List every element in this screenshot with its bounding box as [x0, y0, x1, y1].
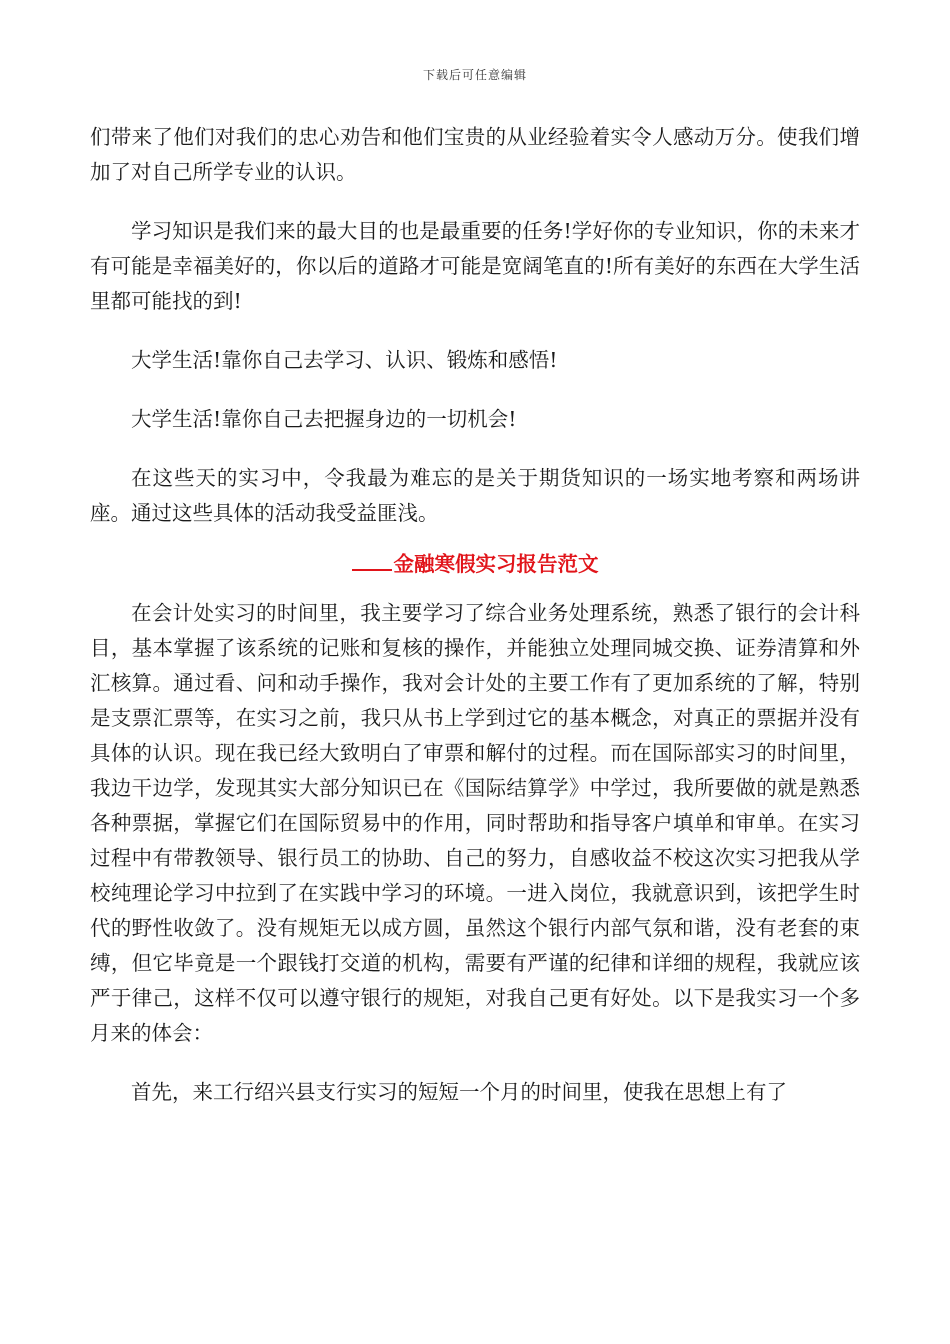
paragraph: 大学生活!靠你自己去把握身边的一切机会! [131, 407, 517, 431]
paragraph-continued: 们带来了他们对我们的忠心劝告和他们宝贵的从业经验着实令人感动万分。使我们增加了对自己所学专业的认识。 [90, 125, 860, 184]
title-blank-underline [352, 547, 392, 571]
paragraph: 学习知识是我们来的最大目的也是最重要的任务!学好你的专业知识，你的未来才有可能是幸福美好的，你以后的道路才可能是宽阔笔直的!所有美好的东西在大学生活里都可能找的到! [90, 219, 860, 313]
document-body [90, 120, 860, 1134]
page-header: 下载后可任意编辑 [422, 68, 527, 82]
paragraph: 首先，来工行绍兴县支行实习的短短一个月的时间里，使我在思想上有了 [131, 1080, 787, 1104]
section-heading-text: 金融寒假实习报告范文 [393, 552, 599, 576]
paragraph: 在这些天的实习中，令我最为难忘的是关于期货知识的一场实地考察和两场讲座。通过这些具体的活动我受益匪浅。 [90, 466, 860, 525]
paragraph: 在会计处实习的时间里，我主要学习了综合业务处理系统，熟悉了银行的会计科目，基本掌握了该系统的记账和复核的操作，并能独立处理同城交换、证券清算和外汇核算。通过看、问和动手操作，我对会计处的主要工作有了更加系统的了解，特别是支票汇票等，在实习之前，我只从书上学到过它的基本概念，对真正的票据并没有具体的认识。现在我已经大致明白了审票和解付的过程。而在国际部实习的时间里，我边干边学，发现其实大部分知识已在《国际结算学》中学过，我所要做的就是熟悉各种票据，掌握它们在国际贸易中的作用，同时帮助和指导客户填单和审单。在实习过程中有带教领导、银行员工的协助、自己的努力，自感收益不校这次实习把我从学校纯理论学习中拉到了在实践中学习的环境。一进入岗位，我就意识到，该把学生时代的野性收敛了。没有规矩无以成方圆，虽然这个银行内部气氛和谐，没有老套的束缚，但它毕竟是一个跟钱打交道的机构，需要有严谨的纪律和详细的规程，我就应该严于律己，这样不仅可以遵守银行的规矩，对我自己更有好处。以下是我实习一个多月来的体会： [90, 601, 860, 1045]
paragraph: 大学生活!靠你自己去学习、认识、锻炼和感悟! [131, 348, 558, 372]
section-heading [90, 547, 860, 582]
